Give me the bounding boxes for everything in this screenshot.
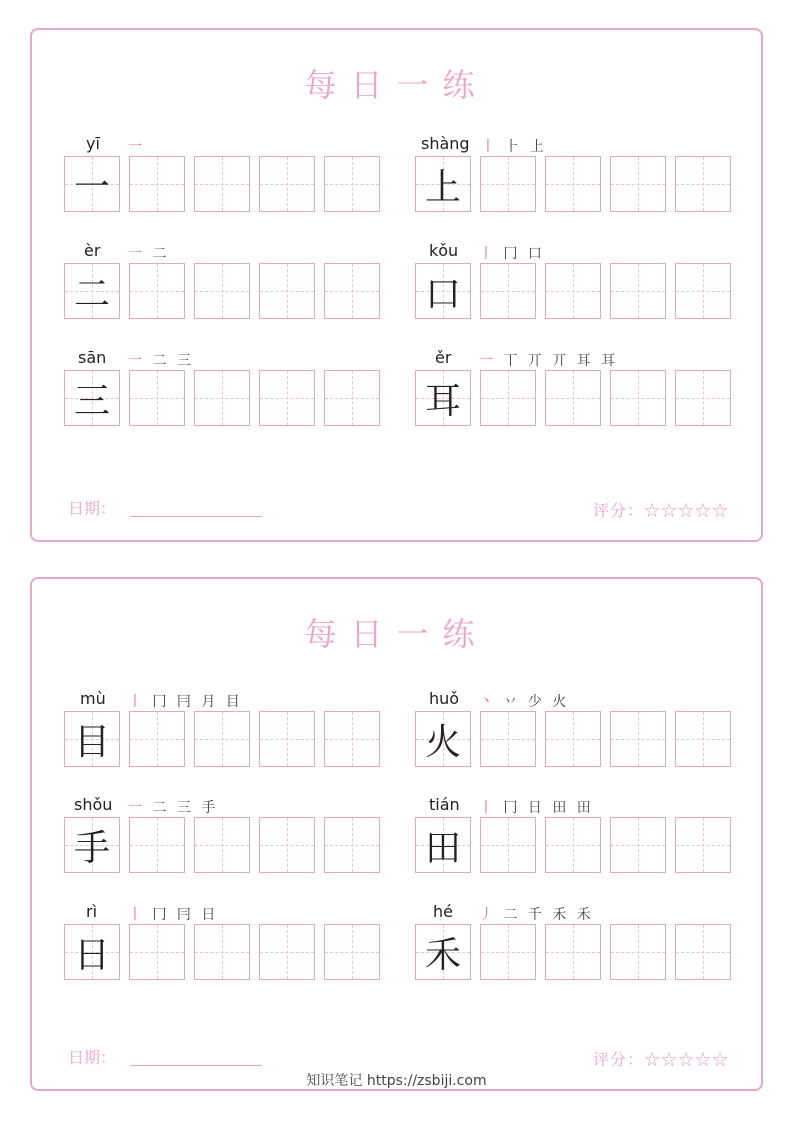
char-entry-shou	[64, 795, 384, 895]
pinyin: tián	[429, 795, 460, 814]
stroke-first: 一	[128, 353, 145, 369]
model-character: 二	[73, 273, 110, 315]
practice-box[interactable]	[480, 817, 536, 873]
stroke-order	[128, 691, 243, 711]
date-input-line[interactable]	[130, 516, 262, 517]
stroke-order	[128, 136, 145, 156]
practice-box[interactable]	[610, 156, 666, 212]
model-box	[415, 817, 471, 873]
practice-box[interactable]	[610, 263, 666, 319]
practice-box[interactable]	[194, 263, 250, 319]
practice-box[interactable]	[480, 156, 536, 212]
stroke-first: 一	[128, 246, 145, 262]
stroke-rest: 二	[152, 246, 170, 262]
writing-grid	[64, 370, 384, 428]
practice-box[interactable]	[675, 817, 731, 873]
char-entry-he	[415, 902, 735, 1002]
practice-box[interactable]	[129, 817, 185, 873]
stroke-order	[128, 350, 194, 370]
practice-box[interactable]	[545, 924, 601, 980]
stroke-first: 丨	[479, 246, 496, 262]
char-entry-er	[64, 241, 384, 341]
stroke-order	[479, 797, 594, 817]
card-title: 每日一练	[304, 66, 489, 104]
writing-grid	[415, 924, 735, 982]
stroke-order	[128, 243, 169, 263]
model-character: 火	[424, 721, 461, 763]
stroke-rest: ⺊ 上	[505, 139, 547, 155]
stroke-first: 丨	[128, 694, 145, 710]
stroke-rest: 冂 口	[503, 246, 545, 262]
practice-box[interactable]	[610, 817, 666, 873]
model-box	[415, 711, 471, 767]
practice-box[interactable]	[259, 817, 315, 873]
stroke-first: 丨	[481, 139, 498, 155]
char-entry-yi	[64, 134, 384, 234]
pinyin: huǒ	[429, 689, 460, 708]
model-box	[415, 370, 471, 426]
stroke-rest: 二 三 手	[152, 800, 219, 816]
model-character: 耳	[424, 380, 461, 422]
char-entry-san	[64, 348, 384, 448]
stroke-first: 丿	[479, 907, 496, 923]
model-character: 日	[73, 934, 110, 976]
stroke-order	[481, 136, 547, 156]
practice-box[interactable]	[610, 370, 666, 426]
pinyin: mù	[80, 689, 106, 708]
model-box	[64, 924, 120, 980]
stroke-order	[128, 797, 218, 817]
practice-box[interactable]	[194, 156, 250, 212]
practice-box[interactable]	[129, 263, 185, 319]
model-box	[64, 817, 120, 873]
stroke-order	[479, 904, 594, 924]
practice-box[interactable]	[129, 711, 185, 767]
char-entry-ri	[64, 902, 384, 1002]
char-entry-tian	[415, 795, 735, 895]
card-title: 每日一练	[304, 615, 489, 653]
pinyin: rì	[86, 902, 98, 921]
practice-box[interactable]	[545, 263, 601, 319]
pinyin: èr	[84, 241, 101, 260]
writing-grid	[415, 370, 735, 428]
score-rating: 评分：☆☆☆☆☆	[592, 1050, 729, 1069]
practice-box[interactable]	[194, 370, 250, 426]
pinyin: kǒu	[429, 241, 459, 260]
model-character: 目	[73, 721, 110, 763]
writing-grid	[415, 156, 735, 214]
model-box	[64, 711, 120, 767]
practice-box[interactable]	[194, 711, 250, 767]
practice-box[interactable]	[324, 817, 380, 873]
stroke-first: 一	[128, 800, 145, 816]
practice-box[interactable]	[129, 924, 185, 980]
score-rating: 评分：☆☆☆☆☆	[592, 501, 729, 520]
model-box	[64, 156, 120, 212]
practice-box[interactable]	[259, 263, 315, 319]
stroke-order	[128, 904, 218, 924]
model-character: 上	[424, 166, 461, 208]
pinyin: sān	[78, 348, 107, 367]
model-character: 禾	[424, 934, 461, 976]
practice-box[interactable]	[610, 711, 666, 767]
stroke-order	[479, 243, 545, 263]
stroke-rest: 丷 少 火	[503, 694, 570, 710]
pinyin: shǒu	[74, 795, 113, 814]
model-box	[415, 924, 471, 980]
char-entry-kou	[415, 241, 735, 341]
practice-box[interactable]	[545, 156, 601, 212]
writing-grid	[415, 711, 735, 769]
practice-card-2	[30, 577, 763, 1091]
practice-box[interactable]	[480, 263, 536, 319]
practice-box[interactable]	[194, 924, 250, 980]
practice-box[interactable]	[675, 263, 731, 319]
model-character: 口	[424, 273, 461, 315]
practice-box[interactable]	[480, 924, 536, 980]
writing-grid	[64, 156, 384, 214]
model-character: 三	[73, 380, 110, 422]
practice-card-1	[30, 28, 763, 542]
writing-grid	[64, 263, 384, 321]
practice-box[interactable]	[324, 263, 380, 319]
stroke-rest: 冂 冃 月 目	[152, 694, 243, 710]
practice-box[interactable]	[194, 817, 250, 873]
writing-grid	[415, 263, 735, 321]
practice-box[interactable]	[259, 156, 315, 212]
practice-box[interactable]	[675, 156, 731, 212]
date-label: 日期：	[68, 499, 117, 518]
date-label: 日期：	[68, 1048, 117, 1067]
pinyin: yī	[86, 134, 100, 153]
practice-box[interactable]	[324, 711, 380, 767]
stroke-first: 一	[128, 139, 145, 155]
stroke-first: 一	[479, 353, 496, 369]
practice-box[interactable]	[675, 924, 731, 980]
writing-grid	[415, 817, 735, 875]
practice-box[interactable]	[259, 370, 315, 426]
model-box	[64, 263, 120, 319]
practice-box[interactable]	[545, 817, 601, 873]
char-entry-er3	[415, 348, 735, 448]
stroke-order	[479, 350, 618, 370]
date-input-line[interactable]	[130, 1065, 262, 1066]
writing-grid	[64, 924, 384, 982]
model-box	[64, 370, 120, 426]
model-box	[415, 263, 471, 319]
char-entry-huo	[415, 689, 735, 789]
practice-box[interactable]	[610, 924, 666, 980]
practice-box[interactable]	[324, 370, 380, 426]
practice-box[interactable]	[675, 711, 731, 767]
writing-grid	[64, 711, 384, 769]
pinyin: shàng	[421, 134, 470, 153]
model-character: 一	[73, 166, 110, 208]
practice-box[interactable]	[545, 711, 601, 767]
pinyin: ěr	[435, 348, 452, 367]
stroke-order	[479, 691, 569, 711]
practice-box[interactable]	[675, 370, 731, 426]
stroke-rest: 丅 丌 丌 耳 耳	[503, 353, 619, 369]
char-entry-shang	[415, 134, 735, 234]
practice-box[interactable]	[259, 924, 315, 980]
stroke-first: 丨	[128, 907, 145, 923]
stroke-first: 丨	[479, 800, 496, 816]
pinyin: hé	[433, 902, 453, 921]
model-box	[415, 156, 471, 212]
credit-text: 知识笔记 https://zsbiji.com	[306, 1073, 487, 1089]
stroke-rest: 二 千 禾 禾	[503, 907, 594, 923]
stroke-rest: 冂 冃 日	[152, 907, 219, 923]
char-entry-mu	[64, 689, 384, 789]
practice-box[interactable]	[259, 711, 315, 767]
practice-box[interactable]	[324, 156, 380, 212]
practice-box[interactable]	[129, 370, 185, 426]
writing-grid	[64, 817, 384, 875]
practice-box[interactable]	[480, 370, 536, 426]
model-character: 手	[73, 827, 110, 869]
model-character: 田	[424, 827, 461, 869]
practice-box[interactable]	[324, 924, 380, 980]
stroke-first: 丶	[479, 694, 496, 710]
practice-box[interactable]	[129, 156, 185, 212]
practice-box[interactable]	[480, 711, 536, 767]
stroke-rest: 冂 日 田 田	[503, 800, 594, 816]
stroke-rest: 二 三	[152, 353, 194, 369]
practice-box[interactable]	[545, 370, 601, 426]
